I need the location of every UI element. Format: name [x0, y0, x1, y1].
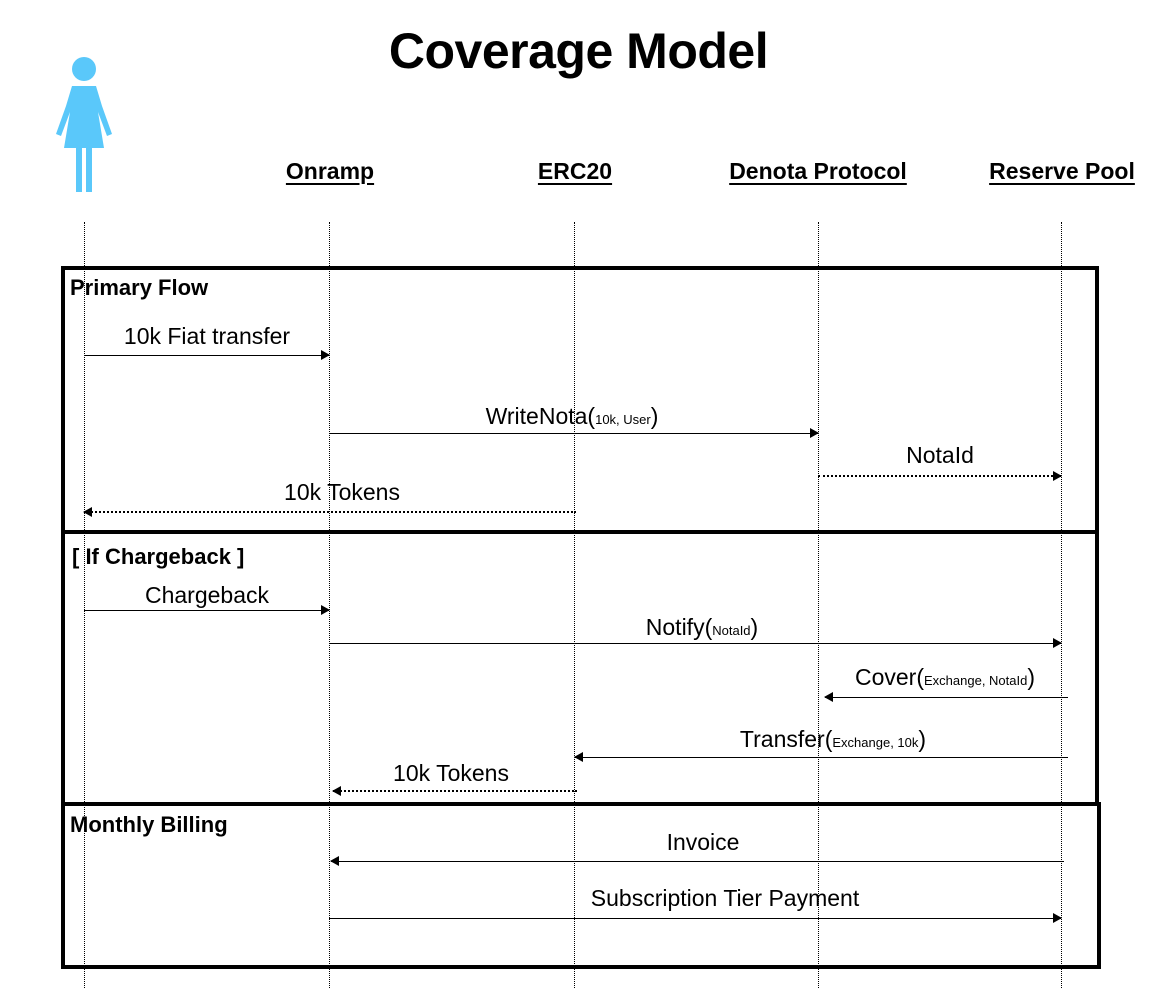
arrow-cover — [825, 697, 1068, 698]
arrow-chargeback — [84, 610, 329, 611]
arrow-transfer — [575, 757, 1068, 758]
person-icon — [52, 56, 116, 194]
message-label-cover: Cover(Exchange, NotaId) — [854, 664, 1036, 690]
arrow-subscription-payment — [329, 918, 1061, 919]
arrow-tokens-chargeback — [333, 790, 577, 792]
frame-label-primary-flow: Primary Flow — [70, 275, 209, 300]
participant-denota-protocol: Denota Protocol — [729, 158, 907, 184]
arrow-nota-id — [818, 475, 1061, 477]
arrow-invoice — [331, 861, 1064, 862]
diagram-title: Coverage Model — [388, 23, 769, 79]
arrow-notify — [329, 643, 1061, 644]
participant-erc20: ERC20 — [537, 158, 613, 184]
message-label-write-nota: WriteNota(10k, User) — [485, 403, 659, 429]
arrow-fiat-transfer — [84, 355, 329, 356]
arrow-tokens-primary — [84, 511, 576, 513]
message-label-tokens-primary: 10k Tokens — [284, 479, 400, 505]
message-label-nota-id: NotaId — [906, 442, 974, 468]
message-label-fiat-transfer: 10k Fiat transfer — [123, 323, 291, 349]
frame-label-if-chargeback: [ If Chargeback ] — [72, 544, 245, 569]
participant-onramp: Onramp — [285, 158, 375, 184]
participant-reserve-pool: Reserve Pool — [989, 158, 1135, 184]
message-label-tokens-chargeback: 10k Tokens — [393, 760, 509, 786]
message-label-subscription-payment: Subscription Tier Payment — [590, 885, 860, 911]
message-label-invoice: Invoice — [666, 829, 740, 855]
frame-label-monthly-billing: Monthly Billing — [70, 812, 228, 837]
arrow-write-nota — [329, 433, 818, 434]
message-label-notify: Notify(NotaId) — [645, 614, 759, 640]
message-label-chargeback: Chargeback — [144, 582, 270, 608]
frame-primary-flow — [61, 266, 1099, 534]
message-label-transfer: Transfer(Exchange, 10k) — [739, 726, 927, 752]
